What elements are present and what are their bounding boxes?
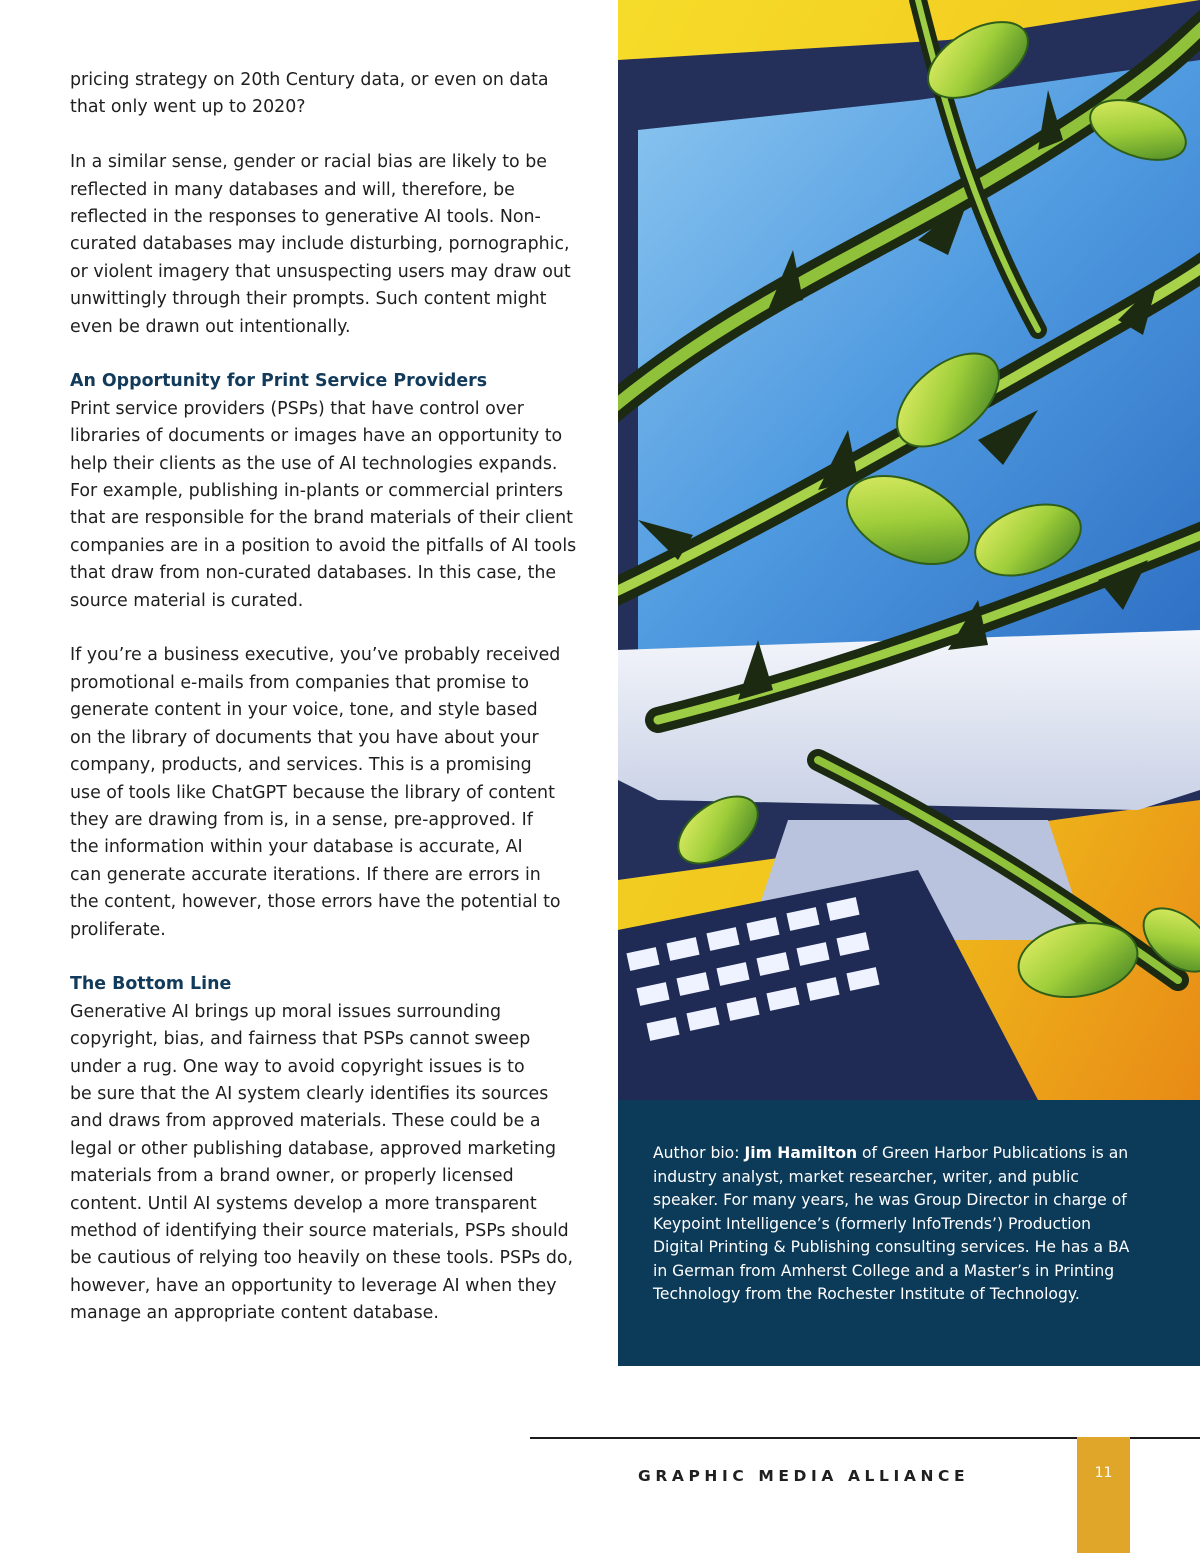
- article-column: [70, 67, 590, 1355]
- paragraph-bias: In a similar sense, gender or racial bias are likely to be reflected in many databases and will, therefore, be reflected in the responses to generative AI tools. Non- curated databases may include disturbing, pornographic, or violent imagery that unsuspecting users may draw out unwittingly through their prompts. Such content might even be drawn out intentionally.: [70, 152, 571, 337]
- illustration-computer-vines: [618, 0, 1200, 1100]
- heading-bottom-line: The Bottom Line: [70, 974, 232, 995]
- bio-author-name: Jim Hamilton: [744, 1144, 858, 1162]
- footer-publication-name: GRAPHIC MEDIA ALLIANCE: [638, 1467, 970, 1485]
- paragraph-intro: pricing strategy on 20th Century data, or even on data that only went up to 2020?: [70, 70, 549, 118]
- paragraph-bottom-line: Generative AI brings up moral issues surrounding copyright, bias, and fairness that PSPs cannot sweep under a rug. One way to avoid copyright issues is to be sure that the AI system clearly identifies its sources and draws from approved materials. These could be a legal or other publishing database, approved marketing materials from a brand owner, or properly licensed content. Until AI systems develop a more transparent method of identifying their source materials, PSPs should be cautious of relying too heavily on these tools. PSPs do, however, have an opportunity to leverage AI when they manage an appropriate content database.: [70, 1001, 574, 1324]
- paragraph-executive: If you’re a business executive, you’ve probably received promotional e-mails from companies that promise to generate content in your voice, tone, and style based on the library of documents that you have about your company, products, and services. This is a promising use of tools like ChatGPT because the library of content they are drawing from is, in a sense, pre-approved. If the information within your database is accurate, AI can generate accurate iterations. If there are errors in the content, however, those errors have the potential to proliferate.: [70, 645, 561, 940]
- heading-opportunity: An Opportunity for Print Service Providers: [70, 371, 488, 392]
- page-number: 11: [1094, 1465, 1113, 1481]
- author-bio-box: [618, 1100, 1200, 1366]
- bio-text: of Green Harbor Publications is an industry analyst, market researcher, writer, and public speaker. For many years, he was Group Director in charge of Keypoint Intelligence’s (formerly InfoTrends’) Production Digital Printing & Publishing consulting services. He has a BA in German from Amherst College and a Master’s in Printing Technology from the Rochester Institute of Technology.: [653, 1144, 1130, 1303]
- bio-prefix: Author bio:: [653, 1144, 745, 1162]
- author-bio: [653, 1142, 1130, 1307]
- paragraph-psp: Print service providers (PSPs) that have control over libraries of documents or images have an opportunity to help their clients as the use of AI technologies expands. For example, publishing in-plants or commercial printers that are responsible for the brand materials of their client companies are in a position to avoid the pitfalls of AI tools that draw from non-curated databases. In this case, the source material is curated.: [70, 398, 577, 611]
- page-number-tab: [1077, 1437, 1130, 1553]
